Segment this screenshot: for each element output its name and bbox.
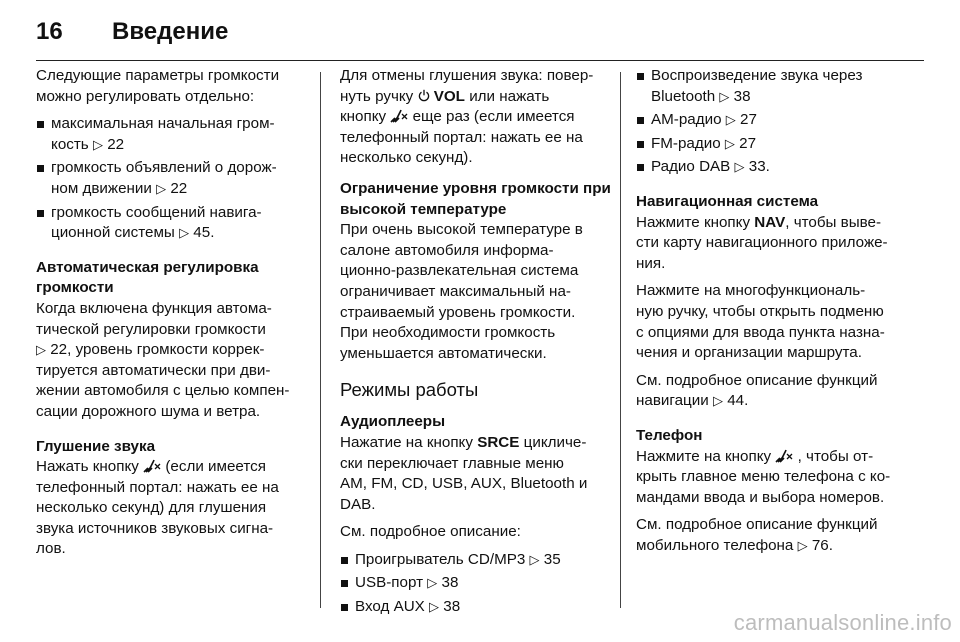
column-3 [636, 66, 908, 563]
bullet-item: Проигрыватель CD/MP3 ▷ 35 [340, 550, 606, 571]
see-more-text: См. подробное описание: [340, 523, 521, 541]
page-header [36, 18, 228, 48]
header-rule [36, 60, 924, 61]
audio-players-heading: Аудиоплееры [340, 413, 446, 431]
phone-heading: Телефон [636, 426, 703, 444]
phone-text: Нажмите на кнопку , чтобы от- крыть главное меню телефона с ко- мандами ввода и выбора номеров. [636, 447, 891, 506]
auto-volume-heading: Автоматическая регулировка громкости [36, 258, 259, 297]
nav-label: NAV [754, 213, 786, 231]
ref-arrow-icon: ▷ [724, 135, 735, 151]
ref-arrow-icon: ▷ [797, 537, 808, 553]
column-divider-1 [320, 72, 321, 608]
audio-players-text: Нажатие на кнопку SRCE цикличе- ски переключает главные меню AM, FM, CD, USB, AUX, Bluetooth и DAB. [340, 433, 588, 513]
page-ref-link[interactable]: 76. [811, 536, 833, 554]
multifunction-text: Нажмите на многофункциональ- ную ручку, чтобы открыть подменю с опциями для ввода пункта назна- чения и организации маршрута. [636, 282, 885, 362]
ref-arrow-icon: ▷ [725, 112, 736, 128]
mute-heading: Глушение звука [36, 437, 156, 455]
mute-text: Нажать кнопку (если имеется телефонный портал: нажать ее на несколько секунд) для глушения звука источников звуковых сигна- лов. [36, 458, 279, 558]
vol-label: VOL [433, 87, 465, 105]
bullet-item: громкость сообщений навига- ционной системы ▷ 45. [36, 203, 306, 244]
bullet-item: Воспроизведение звука через Bluetooth ▷ 38 [636, 66, 908, 107]
temp-limit-text: При очень высокой температуре в салоне автомобиля информа- ционно-развлекательная система ограничивает максимальный на- страиваемый уровень громкости. При необходимости громкость уменьшается автоматически. [340, 221, 583, 362]
page-ref-link[interactable]: 33. [748, 158, 770, 176]
watermark: carmanualsonline.info [733, 610, 952, 635]
ref-arrow-icon: ▷ [734, 159, 745, 175]
phone-mute-icon [143, 458, 165, 475]
bullet-item: FM-радио ▷ 27 [636, 134, 908, 155]
auto-volume-text: Когда включена функция автома- тической регулировки громкости ▷ 22, уровень громкости коррек- тируется автоматически при дви- жении автомобиля с целью компен- сации дорожного шума и ветра. [36, 299, 290, 420]
unmute-text: Для отмены глушения звука: повер- нуть ручку VOL или нажать кнопку еще раз (если имеется телефонный портал: нажать ее на несколько секунд). [340, 67, 594, 167]
page-ref-link[interactable]: 27 [740, 111, 757, 129]
bullet-item: АМ-радио ▷ 27 [636, 110, 908, 131]
ref-arrow-icon: ▷ [36, 342, 46, 358]
ref-arrow-icon: ▷ [156, 180, 167, 196]
column-divider-2 [620, 72, 621, 608]
ref-arrow-icon: ▷ [529, 551, 540, 567]
temp-limit-heading: Ограничение уровня громкости при высокой температуре [340, 179, 611, 218]
page-ref-link[interactable]: 45. [193, 224, 215, 242]
page-ref-link[interactable]: 22 [170, 179, 188, 197]
bullet-item: громкость объявлений о дорож- ном движении ▷ 22 [36, 158, 306, 199]
ref-arrow-icon: ▷ [429, 599, 440, 615]
volume-intro: Следующие параметры громкости можно регулировать отдельно: [36, 67, 280, 105]
page-ref-link[interactable]: 35 [543, 550, 561, 568]
phone-see-more: См. подробное описание функций мобильного телефона ▷ 76. [636, 516, 878, 554]
page-ref-link[interactable]: 38 [733, 87, 751, 105]
page-number: 16 [36, 18, 63, 45]
ref-arrow-icon: ▷ [719, 88, 730, 104]
bullet-item: максимальная начальная гром- кость ▷ 22 [36, 114, 306, 155]
bullet-item: USB-порт ▷ 38 [340, 573, 606, 594]
phone-mute-icon [775, 448, 797, 465]
page-ref-link[interactable]: 38 [441, 574, 459, 592]
page-title: Введение [112, 18, 229, 45]
modes-heading: Режимы работы [340, 379, 479, 401]
bullet-item: Вход AUX ▷ 38 [340, 597, 606, 618]
ref-arrow-icon: ▷ [179, 225, 190, 241]
power-knob-icon [418, 88, 434, 105]
ref-arrow-icon: ▷ [712, 393, 723, 409]
page-ref-link[interactable]: 27 [739, 134, 757, 152]
ref-arrow-icon: ▷ [92, 136, 103, 152]
phone-mute-icon [390, 108, 412, 125]
page-ref-link[interactable]: 22 [107, 135, 125, 153]
bullet-item: Радио DAB ▷ 33. [636, 157, 908, 178]
srce-label: SRCE [477, 433, 520, 451]
column-2 [340, 66, 611, 621]
navigation-text: Нажмите кнопку NAV, чтобы выве- сти карту навигационного приложе- ния. [636, 213, 888, 272]
navigation-heading: Навигационная система [636, 192, 819, 210]
page-ref-link[interactable]: 44. [727, 392, 749, 410]
navigation-see-more: См. подробное описание функций навигации ▷ 44. [636, 371, 878, 410]
column-1 [36, 66, 306, 567]
page-ref-link[interactable]: 38 [443, 598, 461, 616]
ref-arrow-icon: ▷ [427, 575, 438, 591]
